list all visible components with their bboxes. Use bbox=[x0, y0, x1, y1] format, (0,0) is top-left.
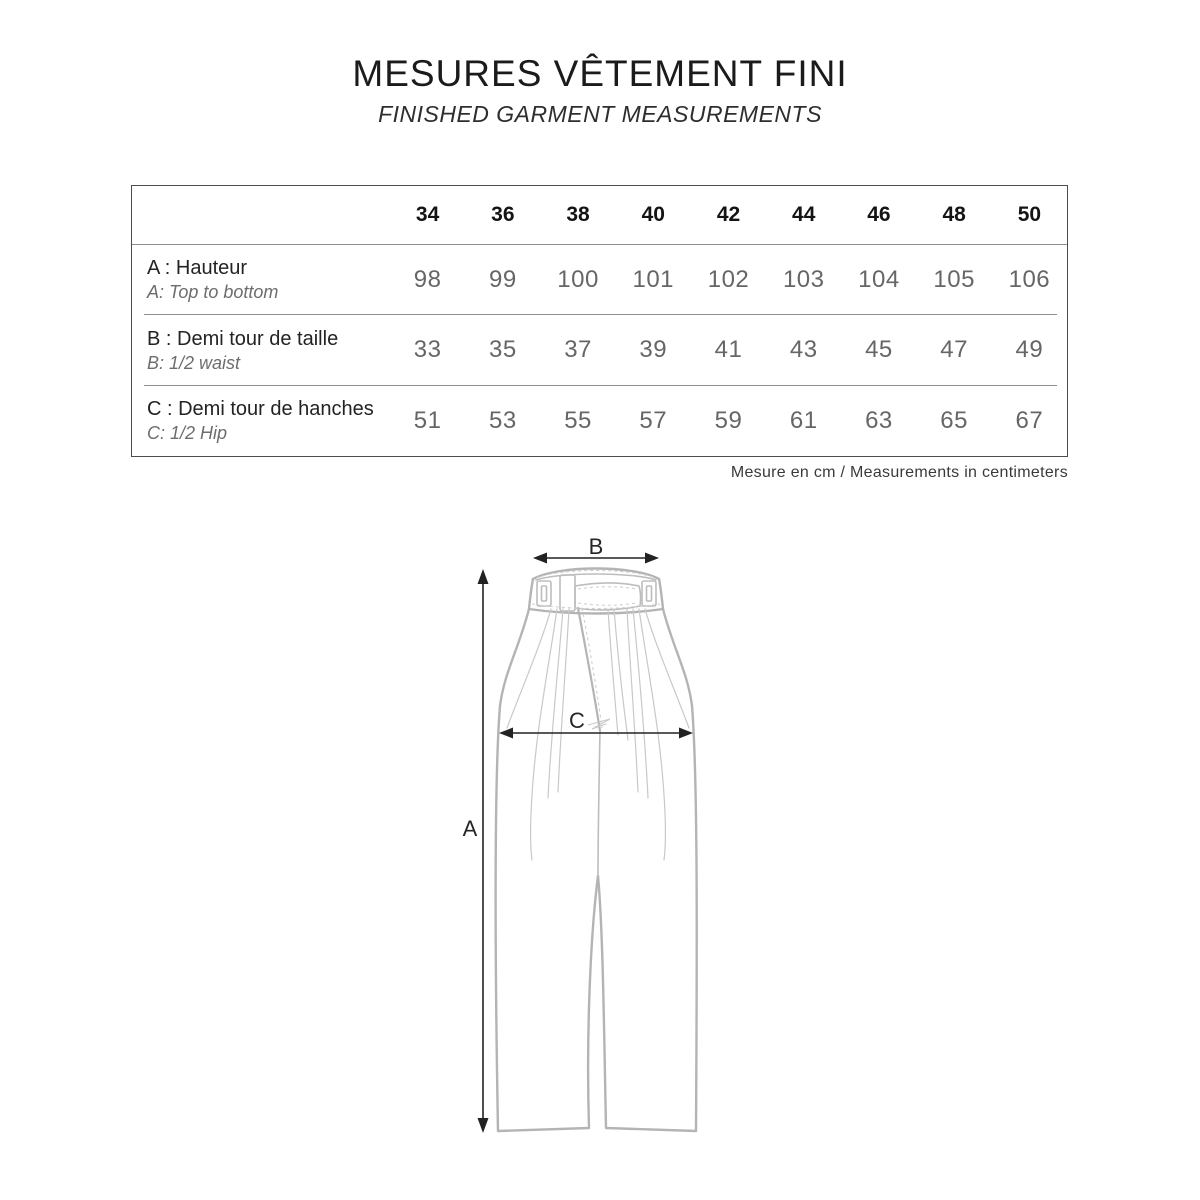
dimension-labels bbox=[463, 534, 604, 841]
measurement-value: 103 bbox=[782, 266, 825, 294]
units-footnote: Mesure en cm / Measurements in centimeters bbox=[730, 464, 1068, 481]
measurement-value: 47 bbox=[940, 336, 968, 364]
measurement-value: 37 bbox=[564, 336, 592, 364]
hip-label: C bbox=[569, 708, 585, 733]
measurement-value: 51 bbox=[413, 406, 442, 434]
measurement-value: 102 bbox=[707, 266, 750, 294]
measurement-value: 45 bbox=[865, 336, 893, 364]
measurement-value: 61 bbox=[789, 406, 818, 434]
dimension-arrows bbox=[478, 553, 694, 1134]
page-subtitle: FINISHED GARMENT MEASUREMENTS bbox=[378, 101, 822, 127]
measurement-value: 101 bbox=[632, 266, 675, 294]
measurement-value: 100 bbox=[557, 266, 599, 294]
waistband-details bbox=[536, 574, 656, 876]
height-label: A bbox=[462, 816, 478, 841]
size-header: 50 bbox=[1017, 203, 1042, 226]
waist-label: B bbox=[588, 534, 604, 559]
size-header: 44 bbox=[792, 203, 816, 226]
pleat-lines bbox=[507, 609, 689, 860]
row-label-fr: B : Demi tour de taille bbox=[147, 327, 339, 350]
row-label bbox=[132, 256, 390, 304]
page-title: MESURES VÊTEMENT FINI bbox=[352, 53, 848, 94]
measurement-table bbox=[131, 185, 1068, 457]
row-label bbox=[132, 327, 390, 375]
measurement-value: 99 bbox=[488, 266, 517, 294]
size-header-row bbox=[132, 186, 1067, 245]
measurement-value: 67 bbox=[1015, 406, 1044, 434]
measurement-value: 49 bbox=[1015, 336, 1044, 364]
table-row-hip bbox=[132, 386, 1067, 456]
row-label-en: A: Top to bottom bbox=[147, 282, 279, 303]
stitch-lines bbox=[532, 571, 660, 729]
height-dimension-arrow bbox=[478, 569, 489, 1133]
measurement-value: 98 bbox=[413, 266, 442, 294]
table-row-height bbox=[132, 245, 1067, 315]
row-label-fr: C : Demi tour de hanches bbox=[147, 398, 374, 421]
measurement-value: 104 bbox=[858, 266, 900, 294]
row-label-fr: A : Hauteur bbox=[147, 257, 248, 280]
size-header: 36 bbox=[491, 203, 515, 226]
measurement-value: 59 bbox=[714, 406, 743, 434]
row-label bbox=[132, 397, 390, 445]
size-header: 46 bbox=[867, 203, 891, 226]
trousers-outline bbox=[496, 569, 697, 1132]
size-header: 40 bbox=[641, 203, 665, 226]
measurement-value: 55 bbox=[564, 406, 592, 434]
table-row-waist bbox=[132, 315, 1067, 385]
row-label-en: B: 1/2 waist bbox=[147, 352, 241, 373]
measurement-value: 39 bbox=[639, 336, 668, 364]
measurement-value: 105 bbox=[933, 266, 975, 294]
size-header: 38 bbox=[566, 203, 590, 226]
hip-dimension-arrow bbox=[499, 728, 693, 739]
fold-mark bbox=[588, 719, 610, 729]
waist-dimension-arrow bbox=[533, 553, 659, 564]
size-header: 48 bbox=[942, 203, 966, 226]
size-header: 34 bbox=[415, 203, 440, 226]
measurement-value: 106 bbox=[1008, 266, 1051, 294]
measurement-value: 43 bbox=[789, 336, 818, 364]
measurement-value: 53 bbox=[488, 406, 517, 434]
measurement-value: 63 bbox=[865, 406, 893, 434]
measurement-value: 41 bbox=[714, 336, 743, 364]
measurement-value: 57 bbox=[639, 406, 668, 434]
measurement-value: 65 bbox=[940, 406, 968, 434]
row-label-en: C: 1/2 Hip bbox=[147, 423, 228, 444]
size-header: 42 bbox=[716, 203, 741, 226]
measurement-value: 35 bbox=[488, 336, 517, 364]
measurement-value: 33 bbox=[413, 336, 442, 364]
